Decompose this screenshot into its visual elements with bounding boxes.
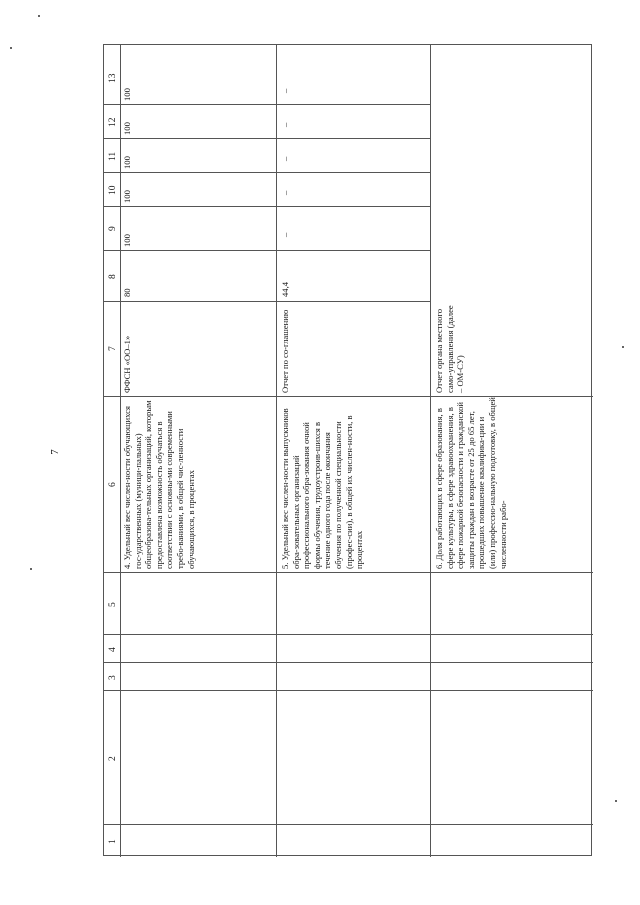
col-line-10-9	[104, 206, 431, 207]
col-line-13-12	[104, 104, 431, 105]
row2-indicator: 5. Удельный вес числен-ности выпускников обра-зовательных организаций профессионального обра-зования очной формы обучения, трудоустроив-шихся в течение одного года после окончания обучения по полученной специальности (профес-сии), в общей их числен-ности, в процентах	[280, 408, 365, 569]
row2-col8-value: 44,4	[280, 281, 290, 297]
col-num-3: 3	[108, 675, 118, 680]
row2-col12-value: –	[280, 122, 290, 127]
row2-col11-value: –	[280, 156, 290, 161]
col-num-11: 11	[108, 151, 118, 161]
col-num-9: 9	[108, 226, 118, 231]
indicator-table	[103, 44, 592, 856]
row1-source: ФФСН «ОО–1»	[122, 335, 132, 393]
row1-indicator: 4. Удельный вес числен-ности обучающихся гос-ударственных (муници-пальных) общеобразова-тельных организаций, которым предоставлена возможность обучаться в соответствии с основны-ми современными требо-ваниями, в общей чис-ленности обучающихся, в процентах	[122, 400, 196, 569]
row1-col11-value: 100	[122, 156, 132, 169]
col-num-7: 7	[108, 346, 118, 351]
scan-speck	[38, 15, 40, 17]
row1-col12-value: 100	[122, 122, 132, 135]
scan-speck	[622, 346, 624, 348]
col-num-8: 8	[108, 274, 118, 279]
col-num-10: 10	[108, 185, 118, 195]
row3-source: Отчет органа местного само-управления (далее – ОМ-СУ)	[434, 305, 466, 393]
col-num-1: 1	[108, 839, 118, 844]
col-line-11-10	[104, 172, 431, 173]
col-num-12: 12	[108, 117, 118, 127]
row1-col13-value: 100	[122, 88, 132, 101]
col-line-5-4	[104, 634, 593, 635]
row1-col8-value: 80	[122, 288, 132, 297]
col-line-8-7	[104, 301, 431, 302]
col-num-2: 2	[108, 756, 118, 761]
row2-col9-value: –	[280, 232, 290, 237]
row2-col13-value: –	[280, 88, 290, 93]
col-line-9-8	[104, 250, 431, 251]
row2-col10-value: –	[280, 190, 290, 195]
col-num-4: 4	[108, 647, 118, 652]
row1-col10-value: 100	[122, 190, 132, 203]
col-line-12-11	[104, 138, 431, 139]
row-divider-2	[430, 45, 431, 857]
row2-source: Отчет по со-глашению	[280, 309, 290, 393]
scan-speck	[10, 47, 12, 49]
col-num-13: 13	[108, 73, 118, 83]
col-line-6-5	[104, 572, 593, 573]
scan-speck	[30, 568, 32, 570]
page-number: 7	[48, 449, 61, 455]
col-line-3-2	[104, 690, 593, 691]
row3-indicator: 6. Доля работающих в сфере образования, в сфере культуры, в сфере здравоохранения, в сфере пожарной безопасности и гражданской защиты граждан в возрасте от 25 до 65 лет, прошедших повышение квалифика-ции и (или) профессио-нальную подготовку, в общей численности рабо-	[434, 397, 508, 569]
col-line-4-3	[104, 662, 593, 663]
row-divider-1	[276, 45, 277, 857]
header-column-divider	[120, 45, 121, 857]
col-num-5: 5	[108, 602, 118, 607]
col-num-6: 6	[108, 482, 118, 487]
scan-speck	[615, 800, 617, 802]
row1-col9-value: 100	[122, 234, 132, 247]
col-line-2-1	[104, 824, 593, 825]
